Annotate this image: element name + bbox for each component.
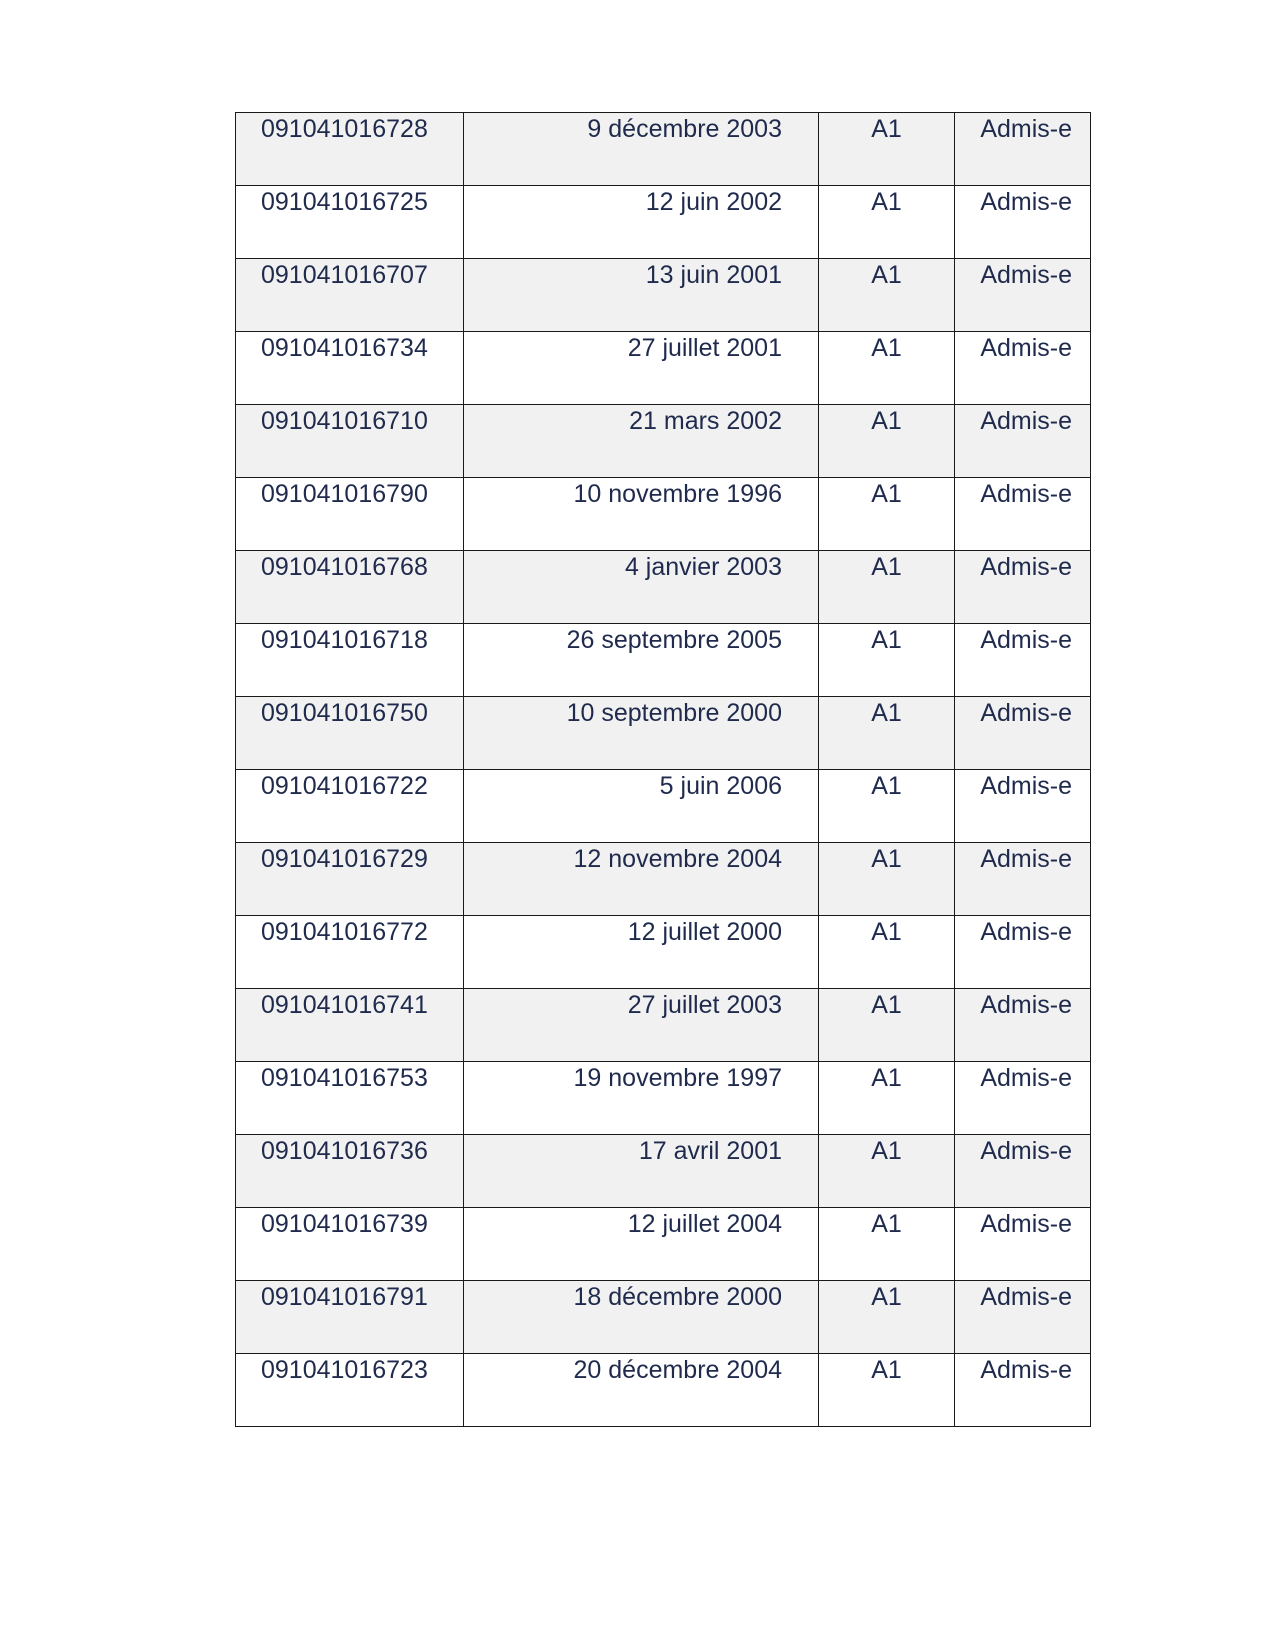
candidate-id-cell: 091041016790 <box>236 478 464 551</box>
level-cell: A1 <box>819 624 955 697</box>
table-row <box>236 113 1091 186</box>
candidate-id-cell: 091041016734 <box>236 332 464 405</box>
table-row <box>236 259 1091 332</box>
table-row <box>236 624 1091 697</box>
table-row <box>236 405 1091 478</box>
table-row <box>236 1062 1091 1135</box>
level-cell: A1 <box>819 770 955 843</box>
candidate-id-cell: 091041016753 <box>236 1062 464 1135</box>
candidate-id-cell: 091041016718 <box>236 624 464 697</box>
candidate-id-cell: 091041016791 <box>236 1281 464 1354</box>
status-cell: Admis-e <box>955 916 1091 989</box>
status-cell: Admis-e <box>955 989 1091 1062</box>
birth-date-cell: 17 avril 2001 <box>464 1135 819 1208</box>
level-cell: A1 <box>819 1354 955 1427</box>
level-cell: A1 <box>819 989 955 1062</box>
level-cell: A1 <box>819 332 955 405</box>
candidate-id-cell: 091041016772 <box>236 916 464 989</box>
candidate-id-cell: 091041016768 <box>236 551 464 624</box>
level-cell: A1 <box>819 1062 955 1135</box>
candidate-id-cell: 091041016736 <box>236 1135 464 1208</box>
table-row <box>236 186 1091 259</box>
candidate-id-cell: 091041016722 <box>236 770 464 843</box>
level-cell: A1 <box>819 551 955 624</box>
status-cell: Admis-e <box>955 332 1091 405</box>
status-cell: Admis-e <box>955 1135 1091 1208</box>
status-cell: Admis-e <box>955 697 1091 770</box>
status-cell: Admis-e <box>955 843 1091 916</box>
birth-date-cell: 18 décembre 2000 <box>464 1281 819 1354</box>
status-cell: Admis-e <box>955 1062 1091 1135</box>
birth-date-cell: 20 décembre 2004 <box>464 1354 819 1427</box>
candidate-id-cell: 091041016728 <box>236 113 464 186</box>
table-row <box>236 843 1091 916</box>
birth-date-cell: 5 juin 2006 <box>464 770 819 843</box>
birth-date-cell: 27 juillet 2003 <box>464 989 819 1062</box>
birth-date-cell: 26 septembre 2005 <box>464 624 819 697</box>
status-cell: Admis-e <box>955 259 1091 332</box>
table-row <box>236 989 1091 1062</box>
table-row <box>236 1281 1091 1354</box>
birth-date-cell: 21 mars 2002 <box>464 405 819 478</box>
level-cell: A1 <box>819 843 955 916</box>
birth-date-cell: 19 novembre 1997 <box>464 1062 819 1135</box>
status-cell: Admis-e <box>955 405 1091 478</box>
level-cell: A1 <box>819 186 955 259</box>
level-cell: A1 <box>819 259 955 332</box>
birth-date-cell: 9 décembre 2003 <box>464 113 819 186</box>
level-cell: A1 <box>819 1281 955 1354</box>
candidate-id-cell: 091041016729 <box>236 843 464 916</box>
level-cell: A1 <box>819 113 955 186</box>
birth-date-cell: 12 juillet 2004 <box>464 1208 819 1281</box>
level-cell: A1 <box>819 1208 955 1281</box>
candidate-id-cell: 091041016723 <box>236 1354 464 1427</box>
level-cell: A1 <box>819 916 955 989</box>
status-cell: Admis-e <box>955 624 1091 697</box>
candidate-id-cell: 091041016725 <box>236 186 464 259</box>
level-cell: A1 <box>819 405 955 478</box>
candidate-id-cell: 091041016707 <box>236 259 464 332</box>
results-table <box>235 112 1091 1427</box>
birth-date-cell: 12 juillet 2000 <box>464 916 819 989</box>
birth-date-cell: 10 septembre 2000 <box>464 697 819 770</box>
status-cell: Admis-e <box>955 1281 1091 1354</box>
birth-date-cell: 12 juin 2002 <box>464 186 819 259</box>
status-cell: Admis-e <box>955 478 1091 551</box>
level-cell: A1 <box>819 1135 955 1208</box>
status-cell: Admis-e <box>955 186 1091 259</box>
table-row <box>236 916 1091 989</box>
status-cell: Admis-e <box>955 551 1091 624</box>
candidate-id-cell: 091041016750 <box>236 697 464 770</box>
birth-date-cell: 10 novembre 1996 <box>464 478 819 551</box>
results-table-body <box>236 113 1091 1427</box>
table-row <box>236 1354 1091 1427</box>
table-row <box>236 770 1091 843</box>
table-row <box>236 332 1091 405</box>
birth-date-cell: 13 juin 2001 <box>464 259 819 332</box>
birth-date-cell: 27 juillet 2001 <box>464 332 819 405</box>
level-cell: A1 <box>819 697 955 770</box>
level-cell: A1 <box>819 478 955 551</box>
birth-date-cell: 4 janvier 2003 <box>464 551 819 624</box>
table-row <box>236 478 1091 551</box>
birth-date-cell: 12 novembre 2004 <box>464 843 819 916</box>
candidate-id-cell: 091041016739 <box>236 1208 464 1281</box>
status-cell: Admis-e <box>955 113 1091 186</box>
status-cell: Admis-e <box>955 1208 1091 1281</box>
table-row <box>236 551 1091 624</box>
status-cell: Admis-e <box>955 770 1091 843</box>
candidate-id-cell: 091041016741 <box>236 989 464 1062</box>
table-row <box>236 1135 1091 1208</box>
table-row <box>236 697 1091 770</box>
status-cell: Admis-e <box>955 1354 1091 1427</box>
candidate-id-cell: 091041016710 <box>236 405 464 478</box>
table-row <box>236 1208 1091 1281</box>
